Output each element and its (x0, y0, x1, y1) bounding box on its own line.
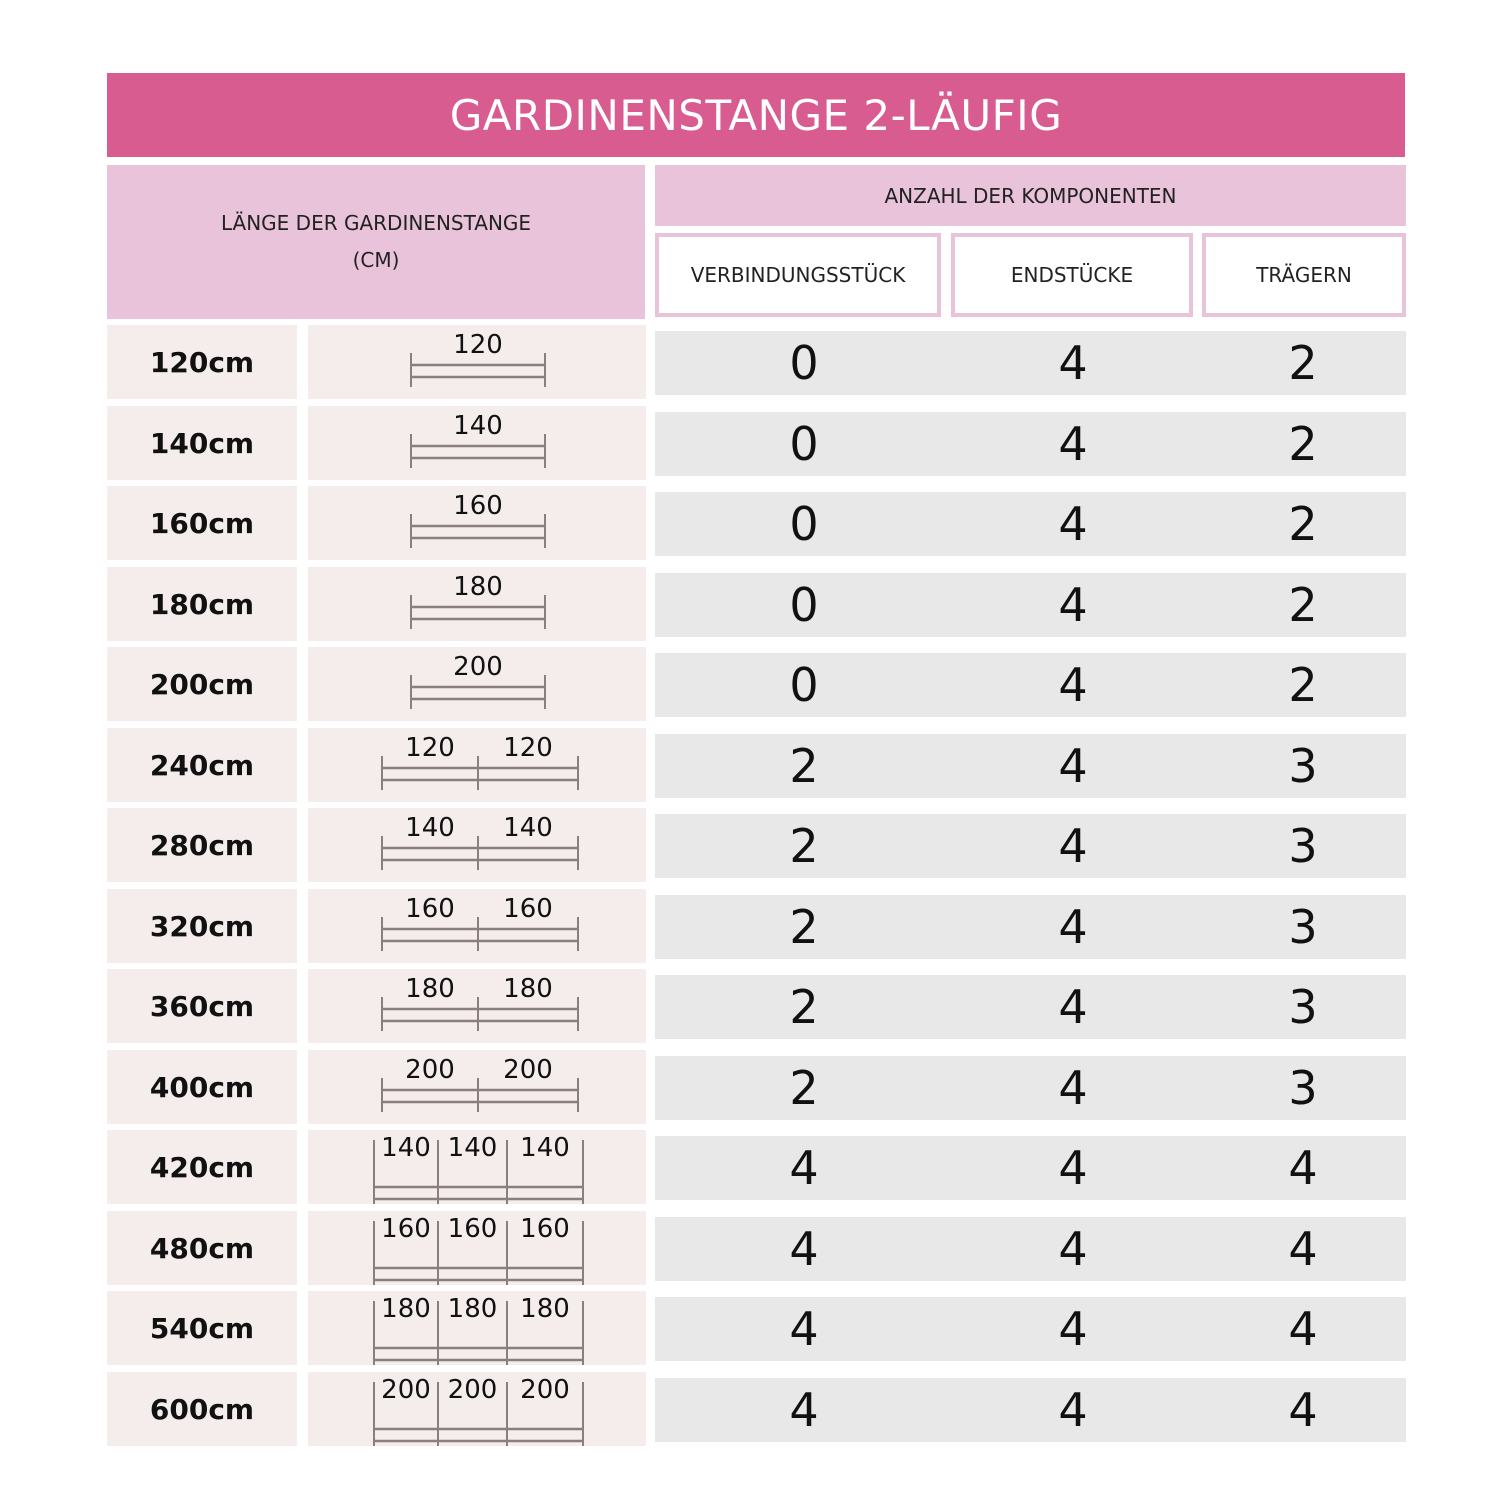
rod-diagram (308, 486, 646, 560)
rod-diagram (308, 1211, 646, 1285)
row-length-cell (107, 728, 297, 802)
rod-diagram (308, 889, 646, 963)
segment-length-label: 200 (453, 652, 503, 682)
row-length-label: 600cm (149, 1392, 255, 1426)
segment-length-label: 180 (503, 974, 553, 1004)
rod-diagram-cell (308, 808, 646, 882)
rod-diagram-cell (308, 1291, 646, 1365)
rod-diagram (308, 567, 646, 641)
rod-diagram-cell (308, 1372, 646, 1446)
endstuecke-count: 4 (1058, 417, 1088, 471)
row-length-label: 120cm (149, 345, 255, 379)
length-header-unit: (CM) (352, 248, 400, 272)
segment-length-label: 160 (405, 894, 455, 924)
traegern-count: 3 (1288, 819, 1318, 873)
endstuecke-count: 4 (1058, 1141, 1088, 1195)
traegern-count: 2 (1288, 497, 1318, 551)
endstuecke-count: 4 (1058, 1061, 1088, 1115)
component-count-row (655, 653, 1406, 717)
traegern-count: 3 (1288, 980, 1318, 1034)
verbindungsstueck-count: 2 (789, 980, 819, 1034)
component-count-row (655, 573, 1406, 637)
verbindungsstueck-count: 0 (789, 336, 819, 390)
endstuecke-count: 4 (1058, 658, 1088, 712)
rod-diagram (308, 1050, 646, 1124)
verbindungsstueck-count: 2 (789, 1061, 819, 1115)
segment-length-label: 140 (503, 813, 553, 843)
title-bar (107, 73, 1405, 157)
row-length-label: 160cm (149, 506, 255, 540)
segment-length-label: 140 (453, 411, 503, 441)
endstuecke-count: 4 (1058, 336, 1088, 390)
row-length-label: 480cm (149, 1231, 255, 1265)
row-length-label: 240cm (149, 748, 255, 782)
row-length-label: 420cm (149, 1150, 255, 1184)
rod-diagram-cell (308, 325, 646, 399)
segment-length-label: 160 (520, 1214, 570, 1244)
component-count-row (655, 1378, 1406, 1442)
endstuecke-count: 4 (1058, 497, 1088, 551)
rod-diagram-cell (308, 406, 646, 480)
segment-length-label: 180 (381, 1294, 431, 1324)
rod-diagram-cell (308, 889, 646, 963)
endstuecke-count: 4 (1058, 1222, 1088, 1276)
component-count-row (655, 814, 1406, 878)
rod-diagram-cell (308, 567, 646, 641)
segment-length-label: 120 (405, 733, 455, 763)
segment-length-label: 180 (447, 1294, 498, 1324)
column-header-label: VERBINDUNGSSTÜCK (690, 263, 906, 287)
component-count-row (655, 412, 1406, 476)
component-count-row (655, 331, 1406, 395)
row-length-cell (107, 325, 297, 399)
rod-diagram-cell (308, 486, 646, 560)
endstuecke-count: 4 (1058, 1302, 1088, 1356)
segment-length-label: 140 (405, 813, 455, 843)
component-count-row (655, 492, 1406, 556)
row-length-cell (107, 889, 297, 963)
row-length-label: 540cm (149, 1311, 255, 1345)
segment-length-label: 180 (405, 974, 455, 1004)
verbindungsstueck-count: 0 (789, 497, 819, 551)
row-length-label: 320cm (149, 909, 255, 943)
components-header (655, 165, 1406, 226)
verbindungsstueck-count: 0 (789, 578, 819, 632)
traegern-count: 4 (1288, 1141, 1318, 1195)
row-length-cell (107, 1050, 297, 1124)
length-header (107, 165, 645, 319)
traegern-count: 4 (1288, 1302, 1318, 1356)
row-length-cell (107, 567, 297, 641)
segment-length-label: 140 (447, 1133, 498, 1163)
row-length-cell (107, 969, 297, 1043)
traegern-count: 4 (1288, 1383, 1318, 1437)
rod-diagram (308, 1130, 646, 1204)
traegern-count: 2 (1288, 417, 1318, 471)
segment-length-label: 160 (381, 1214, 431, 1244)
traegern-count: 2 (1288, 578, 1318, 632)
row-length-cell (107, 1291, 297, 1365)
verbindungsstueck-count: 4 (789, 1222, 819, 1276)
traegern-count: 2 (1288, 658, 1318, 712)
endstuecke-count: 4 (1058, 900, 1088, 954)
endstuecke-count: 4 (1058, 1383, 1088, 1437)
segment-length-label: 160 (453, 491, 503, 521)
rod-diagram (308, 325, 646, 399)
segment-length-label: 200 (381, 1375, 431, 1405)
component-count-row (655, 734, 1406, 798)
row-length-label: 400cm (149, 1070, 255, 1104)
component-count-row (655, 895, 1406, 959)
rod-diagram (308, 647, 646, 721)
verbindungsstueck-count: 4 (789, 1141, 819, 1195)
traegern-count: 4 (1288, 1222, 1318, 1276)
verbindungsstueck-count: 2 (789, 819, 819, 873)
column-header-verbindungsstueck (655, 233, 941, 317)
column-header-traegern (1202, 233, 1406, 317)
rod-diagram-cell (308, 1050, 646, 1124)
column-header-endstuecke (951, 233, 1193, 317)
row-length-cell (107, 808, 297, 882)
verbindungsstueck-count: 0 (789, 417, 819, 471)
segment-length-label: 140 (381, 1133, 431, 1163)
segment-length-label: 160 (447, 1214, 498, 1244)
component-count-row (655, 1136, 1406, 1200)
row-length-label: 200cm (149, 667, 255, 701)
rod-diagram-cell (308, 1130, 646, 1204)
rod-diagram-cell (308, 969, 646, 1043)
column-header-label: ENDSTÜCKE (1010, 263, 1134, 287)
segment-length-label: 200 (405, 1055, 455, 1085)
row-length-cell (107, 647, 297, 721)
rod-diagram-cell (308, 647, 646, 721)
row-length-label: 140cm (149, 426, 255, 460)
traegern-count: 2 (1288, 336, 1318, 390)
rod-diagram-cell (308, 1211, 646, 1285)
row-length-label: 360cm (149, 989, 255, 1023)
length-header-label: LÄNGE DER GARDINENSTANGE (220, 211, 532, 235)
segment-length-label: 120 (503, 733, 553, 763)
segment-length-label: 200 (520, 1375, 570, 1405)
segment-length-label: 120 (453, 330, 503, 360)
row-length-cell (107, 1211, 297, 1285)
verbindungsstueck-count: 2 (789, 739, 819, 793)
verbindungsstueck-count: 4 (789, 1383, 819, 1437)
verbindungsstueck-count: 4 (789, 1302, 819, 1356)
component-count-row (655, 1217, 1406, 1281)
endstuecke-count: 4 (1058, 739, 1088, 793)
verbindungsstueck-count: 2 (789, 900, 819, 954)
endstuecke-count: 4 (1058, 980, 1088, 1034)
row-length-label: 180cm (149, 587, 255, 621)
row-length-cell (107, 406, 297, 480)
rod-diagram (308, 1372, 646, 1446)
segment-length-label: 160 (503, 894, 553, 924)
row-length-cell (107, 1372, 297, 1446)
rod-diagram (308, 728, 646, 802)
rod-diagram (308, 406, 646, 480)
component-count-row (655, 975, 1406, 1039)
component-count-row (655, 1297, 1406, 1361)
segment-length-label: 180 (453, 572, 503, 602)
segment-length-label: 200 (447, 1375, 498, 1405)
page-title: GARDINENSTANGE 2-LÄUFIG (449, 90, 1063, 140)
segment-length-label: 180 (520, 1294, 570, 1324)
rod-diagram (308, 808, 646, 882)
segment-length-label: 140 (520, 1133, 570, 1163)
components-header-label: ANZAHL DER KOMPONENTEN (884, 183, 1177, 208)
verbindungsstueck-count: 0 (789, 658, 819, 712)
segment-length-label: 200 (503, 1055, 553, 1085)
endstuecke-count: 4 (1058, 819, 1088, 873)
column-header-label: TRÄGERN (1256, 263, 1352, 287)
row-length-label: 280cm (149, 828, 255, 862)
traegern-count: 3 (1288, 739, 1318, 793)
component-count-row (655, 1056, 1406, 1120)
rod-diagram (308, 969, 646, 1043)
endstuecke-count: 4 (1058, 578, 1088, 632)
traegern-count: 3 (1288, 900, 1318, 954)
rod-diagram (308, 1291, 646, 1365)
rod-diagram-cell (308, 728, 646, 802)
row-length-cell (107, 486, 297, 560)
traegern-count: 3 (1288, 1061, 1318, 1115)
row-length-cell (107, 1130, 297, 1204)
